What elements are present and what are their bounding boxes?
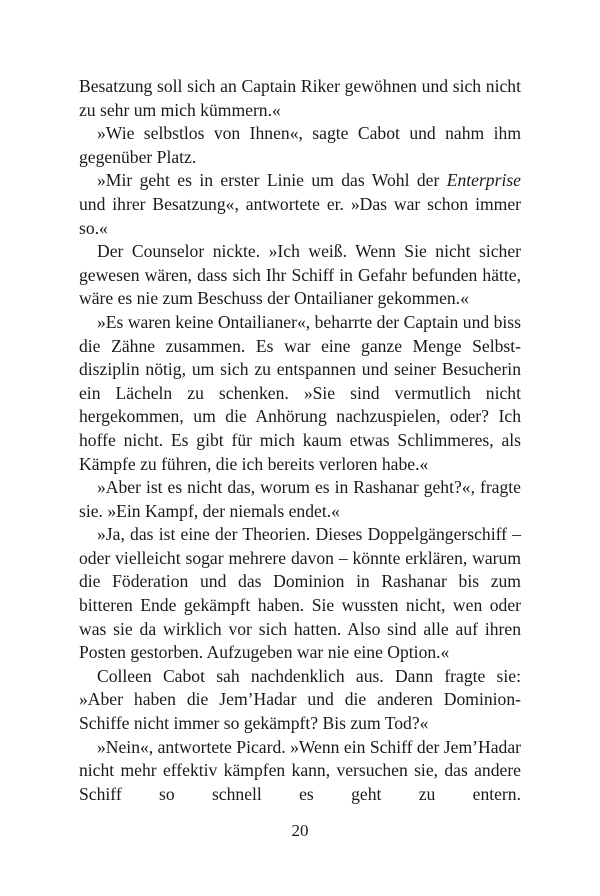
- text-run: Der Counselor nickte. »Ich weiß. Wenn Sie nicht sicher gewesen wären, dass sich Ihr Schiff in Gefahr befunden hätte, wäre es nie zum Beschuss der Ontailianer gekommen.«: [79, 241, 521, 309]
- text-run: »Ja, das ist eine der Theorien. Dieses Doppelgängerschiff – oder vielleicht sogar mehrere davon – könnte erklären, warum die Föderation und das Dominion in Rashanar bis zum bitteren Ende gekämpft haben. Sie wussten nicht, wen oder was sie da wirklich vor sich hatten. Also sind alle auf ihren Posten gestorben. Aufzugeben war nie eine Option.«: [79, 524, 521, 663]
- paragraph: [79, 122, 521, 169]
- paragraph: [79, 169, 521, 240]
- text-run: »Nein«, antwortete Picard. »Wenn ein Schiff der Jem’Hadar nicht mehr effektiv kämpfen kann, versuchen sie, das andere Schiff so schnell es geht zu entern.: [79, 736, 521, 804]
- paragraph: [79, 311, 521, 476]
- text-run: »Wie selbstlos von Ihnen«, sagte Cabot und nahm ihm gegenüber Platz.: [79, 123, 521, 167]
- paragraph: [79, 665, 521, 736]
- text-run: Besatzung soll sich an Captain Riker gewöhnen und sich nicht zu sehr um mich kümmern.«: [79, 76, 521, 120]
- paragraph: [79, 240, 521, 311]
- paragraph: [79, 75, 521, 122]
- text-run: Colleen Cabot sah nachdenklich aus. Dann fragte sie: »Aber haben die Jem’Hadar und die anderen Dominion-Schiffe nicht immer so gekämpft? Bis zum Tod?«: [79, 665, 521, 734]
- page-body: [79, 75, 521, 806]
- text-run: »Mir geht es in erster Linie um das Wohl der: [97, 170, 447, 191]
- text-run: »Es waren keine Ontailianer«, beharrte der Captain und biss die Zähne zusammen. Es war eine ganze Menge Selbstdisziplin nötig, um sich zu entspannen und seiner Besucherin ein Lächeln zu schenken. »Sie sind vermutlich nicht hergekommen, um die Anhörung nachzuspielen, oder? Ich hoffe nicht. Es gibt für mich kaum etwas Schlimmeres, als Kämpfe zu führen, die ich bereits verloren habe.«: [79, 311, 521, 474]
- text-run: »Aber ist es nicht das, worum es in Rashanar geht?«, fragte sie. »Ein Kampf, der niemals endet.«: [79, 477, 521, 521]
- page-number: 20: [291, 821, 309, 840]
- text-run: und ihrer Besatzung«, antwortete er. »Das war schon immer so.«: [79, 193, 521, 238]
- paragraph: [79, 736, 521, 807]
- italic-text: Enterprise: [446, 170, 521, 191]
- paragraph: [79, 476, 521, 523]
- paragraph: [79, 523, 521, 665]
